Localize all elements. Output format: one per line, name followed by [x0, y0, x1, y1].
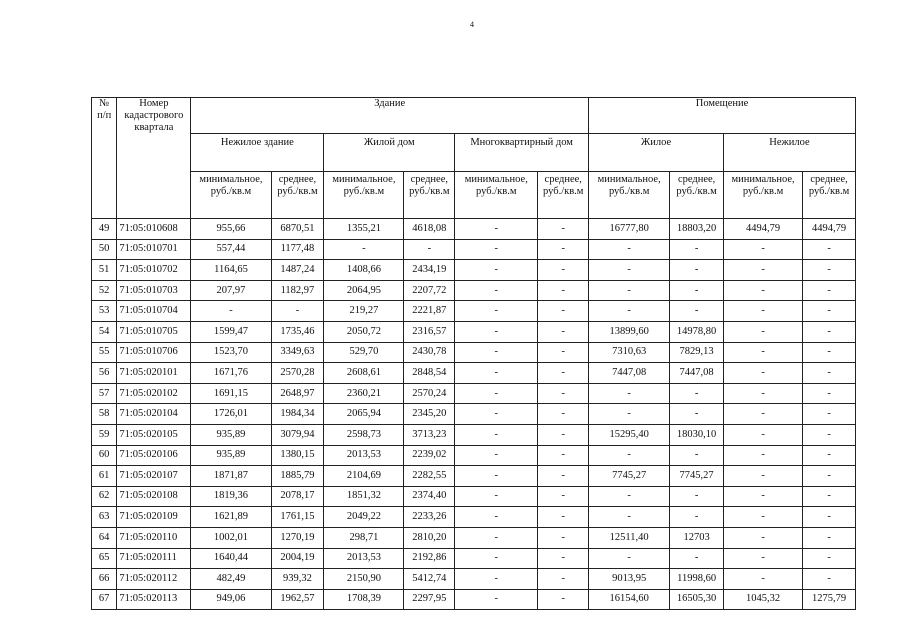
cell-residential-min: - — [589, 383, 670, 404]
cell-nonresidential-min: - — [724, 466, 803, 487]
cell-house-avg: 2345,20 — [404, 404, 455, 425]
cell-cadastral-number: 71:05:010701 — [117, 239, 191, 260]
cell-residential-avg: 7829,13 — [670, 342, 724, 363]
cell-nonres-building-avg: 1380,15 — [271, 445, 324, 466]
cell-row-number: 66 — [92, 569, 117, 590]
cell-house-avg: 2430,78 — [404, 342, 455, 363]
cell-nonresidential-avg: - — [803, 342, 856, 363]
cell-house-avg: 4618,08 — [404, 219, 455, 240]
cell-residential-avg: - — [670, 280, 724, 301]
cell-cadastral-number: 71:05:010703 — [117, 280, 191, 301]
cell-apartment-avg: - — [538, 445, 589, 466]
table-row — [92, 548, 856, 569]
cell-house-min: 219,27 — [324, 301, 404, 322]
cell-cadastral-number: 71:05:010704 — [117, 301, 191, 322]
cell-nonres-building-avg: 3349,63 — [271, 342, 324, 363]
cell-nonresidential-min: - — [724, 569, 803, 590]
cell-apartment-avg: - — [538, 301, 589, 322]
cell-nonresidential-min: - — [724, 548, 803, 569]
cell-residential-avg: - — [670, 301, 724, 322]
table-row — [92, 507, 856, 528]
cell-nonres-building-min: 935,89 — [191, 445, 271, 466]
cell-nonres-building-min: 1164,65 — [191, 260, 271, 281]
cell-house-avg: 2239,02 — [404, 445, 455, 466]
cell-row-number: 63 — [92, 507, 117, 528]
cell-nonres-building-avg: 2648,97 — [271, 383, 324, 404]
cell-residential-min: - — [589, 507, 670, 528]
header-premises: Помещение — [589, 98, 856, 134]
cell-row-number: 56 — [92, 363, 117, 384]
cell-apartment-min: - — [455, 383, 538, 404]
cell-apartment-min: - — [455, 301, 538, 322]
page-number: 4 — [470, 20, 474, 29]
table-row — [92, 219, 856, 240]
cell-house-avg: 2810,20 — [404, 527, 455, 548]
cell-apartment-avg: - — [538, 548, 589, 569]
cell-residential-avg: 7745,27 — [670, 466, 724, 487]
cell-house-min: 2104,69 — [324, 466, 404, 487]
cell-cadastral-number: 71:05:020113 — [117, 589, 191, 610]
cell-house-avg: 2282,55 — [404, 466, 455, 487]
table-row — [92, 424, 856, 445]
cell-cadastral-number: 71:05:020101 — [117, 363, 191, 384]
cell-nonres-building-min: 949,06 — [191, 589, 271, 610]
cell-nonresidential-avg: - — [803, 239, 856, 260]
cell-apartment-avg: - — [538, 486, 589, 507]
table-row — [92, 321, 856, 342]
cell-house-avg: 2316,57 — [404, 321, 455, 342]
table-row — [92, 239, 856, 260]
table-row — [92, 342, 856, 363]
cell-house-avg: 2207,72 — [404, 280, 455, 301]
cell-row-number: 60 — [92, 445, 117, 466]
cell-nonres-building-min: 935,89 — [191, 424, 271, 445]
cell-nonresidential-min: - — [724, 486, 803, 507]
header-nonresidential-building: Нежилое здание — [191, 134, 324, 172]
cell-nonresidential-avg: 1275,79 — [803, 589, 856, 610]
cell-apartment-min: - — [455, 589, 538, 610]
cell-nonresidential-avg: - — [803, 527, 856, 548]
cell-row-number: 55 — [92, 342, 117, 363]
cell-apartment-avg: - — [538, 569, 589, 590]
cell-nonres-building-avg: - — [271, 301, 324, 322]
table-row — [92, 404, 856, 425]
cell-apartment-avg: - — [538, 321, 589, 342]
cell-house-min: 2598,73 — [324, 424, 404, 445]
cell-residential-avg: 16505,30 — [670, 589, 724, 610]
table-row — [92, 527, 856, 548]
cell-nonres-building-min: 1599,47 — [191, 321, 271, 342]
cell-apartment-min: - — [455, 486, 538, 507]
cell-apartment-avg: - — [538, 527, 589, 548]
cell-apartment-min: - — [455, 404, 538, 425]
cell-house-min: 2360,21 — [324, 383, 404, 404]
cell-house-avg: 3713,23 — [404, 424, 455, 445]
cell-residential-min: 16154,60 — [589, 589, 670, 610]
cell-apartment-min: - — [455, 445, 538, 466]
cell-nonres-building-avg: 1885,79 — [271, 466, 324, 487]
cell-cadastral-number: 71:05:020108 — [117, 486, 191, 507]
cell-nonresidential-min: - — [724, 404, 803, 425]
cell-residential-min: 15295,40 — [589, 424, 670, 445]
header-residential-premises: Жилое — [589, 134, 724, 172]
cell-nonres-building-min: 1523,70 — [191, 342, 271, 363]
cell-nonresidential-avg: - — [803, 404, 856, 425]
cell-row-number: 61 — [92, 466, 117, 487]
cell-house-avg: 2374,40 — [404, 486, 455, 507]
cell-nonresidential-min: - — [724, 527, 803, 548]
header-min: минимальное, руб./кв.м — [589, 172, 670, 219]
cell-apartment-min: - — [455, 548, 538, 569]
cell-nonres-building-avg: 1270,19 — [271, 527, 324, 548]
cell-nonres-building-avg: 1182,97 — [271, 280, 324, 301]
cell-residential-min: - — [589, 260, 670, 281]
cell-apartment-min: - — [455, 527, 538, 548]
cell-house-min: 2050,72 — [324, 321, 404, 342]
header-num: № п/п — [92, 98, 117, 219]
cell-house-avg: 2570,24 — [404, 383, 455, 404]
cell-nonres-building-min: 1691,15 — [191, 383, 271, 404]
cell-nonresidential-min: - — [724, 280, 803, 301]
table-row — [92, 569, 856, 590]
cell-residential-avg: - — [670, 260, 724, 281]
cell-cadastral-number: 71:05:020102 — [117, 383, 191, 404]
header-min: минимальное, руб./кв.м — [324, 172, 404, 219]
cell-nonresidential-min: - — [724, 507, 803, 528]
cell-house-min: 1851,32 — [324, 486, 404, 507]
cell-apartment-min: - — [455, 466, 538, 487]
cell-residential-min: - — [589, 445, 670, 466]
cell-nonres-building-min: 1871,87 — [191, 466, 271, 487]
cell-apartment-avg: - — [538, 239, 589, 260]
cell-house-min: 529,70 — [324, 342, 404, 363]
header-avg: среднее, руб./кв.м — [538, 172, 589, 219]
cell-house-min: - — [324, 239, 404, 260]
cell-nonres-building-min: 1819,36 — [191, 486, 271, 507]
cell-residential-min: 9013,95 — [589, 569, 670, 590]
header-avg: среднее, руб./кв.м — [803, 172, 856, 219]
cell-house-min: 2013,53 — [324, 548, 404, 569]
cell-apartment-avg: - — [538, 363, 589, 384]
header-min: минимальное, руб./кв.м — [724, 172, 803, 219]
cell-cadastral-number: 71:05:020106 — [117, 445, 191, 466]
cell-nonresidential-avg: - — [803, 548, 856, 569]
cell-apartment-avg: - — [538, 260, 589, 281]
cell-residential-avg: 7447,08 — [670, 363, 724, 384]
header-cadastral: Номер кадастрового квартала — [117, 98, 191, 219]
cell-nonresidential-min: 1045,32 — [724, 589, 803, 610]
cell-nonresidential-avg: - — [803, 424, 856, 445]
cell-house-min: 1708,39 — [324, 589, 404, 610]
cell-residential-min: - — [589, 239, 670, 260]
cell-apartment-min: - — [455, 239, 538, 260]
cell-nonres-building-avg: 2004,19 — [271, 548, 324, 569]
cell-row-number: 67 — [92, 589, 117, 610]
cell-nonresidential-avg: - — [803, 445, 856, 466]
cell-nonresidential-min: - — [724, 342, 803, 363]
cell-nonres-building-min: 1002,01 — [191, 527, 271, 548]
cell-cadastral-number: 71:05:020104 — [117, 404, 191, 425]
table-row — [92, 445, 856, 466]
table-row — [92, 466, 856, 487]
header-residential-house: Жилой дом — [324, 134, 455, 172]
cell-house-avg: 2297,95 — [404, 589, 455, 610]
cell-apartment-avg: - — [538, 589, 589, 610]
cell-nonresidential-min: - — [724, 424, 803, 445]
cell-apartment-avg: - — [538, 404, 589, 425]
cell-nonresidential-min: - — [724, 239, 803, 260]
cell-nonresidential-min: 4494,79 — [724, 219, 803, 240]
cell-row-number: 54 — [92, 321, 117, 342]
cell-nonres-building-avg: 2078,17 — [271, 486, 324, 507]
cell-row-number: 50 — [92, 239, 117, 260]
cell-residential-avg: - — [670, 239, 724, 260]
cell-apartment-avg: - — [538, 507, 589, 528]
cell-apartment-min: - — [455, 260, 538, 281]
cell-cadastral-number: 71:05:020107 — [117, 466, 191, 487]
cell-row-number: 51 — [92, 260, 117, 281]
cell-cadastral-number: 71:05:020109 — [117, 507, 191, 528]
cell-nonresidential-min: - — [724, 445, 803, 466]
cell-row-number: 62 — [92, 486, 117, 507]
cell-nonres-building-avg: 2570,28 — [271, 363, 324, 384]
cell-cadastral-number: 71:05:020105 — [117, 424, 191, 445]
header-apartment-house: Многоквартирный дом — [455, 134, 589, 172]
cell-nonres-building-min: 207,97 — [191, 280, 271, 301]
cell-residential-min: - — [589, 280, 670, 301]
cell-residential-min: - — [589, 548, 670, 569]
cell-residential-avg: 12703 — [670, 527, 724, 548]
cell-nonresidential-avg: 4494,79 — [803, 219, 856, 240]
cell-residential-min: 7310,63 — [589, 342, 670, 363]
cell-apartment-avg: - — [538, 424, 589, 445]
cell-apartment-avg: - — [538, 219, 589, 240]
cell-house-min: 298,71 — [324, 527, 404, 548]
cell-apartment-avg: - — [538, 383, 589, 404]
cell-residential-min: - — [589, 404, 670, 425]
header-avg: среднее, руб./кв.м — [404, 172, 455, 219]
cell-apartment-min: - — [455, 219, 538, 240]
cell-nonres-building-min: 1640,44 — [191, 548, 271, 569]
cell-nonres-building-avg: 1177,48 — [271, 239, 324, 260]
cell-cadastral-number: 71:05:010705 — [117, 321, 191, 342]
cell-residential-avg: 18803,20 — [670, 219, 724, 240]
cell-row-number: 57 — [92, 383, 117, 404]
cell-nonresidential-avg: - — [803, 321, 856, 342]
cell-nonresidential-min: - — [724, 321, 803, 342]
cell-house-min: 2065,94 — [324, 404, 404, 425]
cell-nonresidential-min: - — [724, 260, 803, 281]
cell-cadastral-number: 71:05:020111 — [117, 548, 191, 569]
cell-nonresidential-min: - — [724, 383, 803, 404]
cell-nonres-building-min: 1621,89 — [191, 507, 271, 528]
cell-nonresidential-avg: - — [803, 507, 856, 528]
header-min: минимальное, руб./кв.м — [191, 172, 271, 219]
cell-residential-avg: - — [670, 404, 724, 425]
cell-nonresidential-avg: - — [803, 466, 856, 487]
cell-nonres-building-avg: 6870,51 — [271, 219, 324, 240]
cell-apartment-min: - — [455, 507, 538, 528]
cell-nonres-building-min: 557,44 — [191, 239, 271, 260]
cell-apartment-min: - — [455, 569, 538, 590]
cell-cadastral-number: 71:05:020112 — [117, 569, 191, 590]
table-row — [92, 260, 856, 281]
cell-residential-min: - — [589, 301, 670, 322]
cell-house-min: 2013,53 — [324, 445, 404, 466]
cell-house-avg: 5412,74 — [404, 569, 455, 590]
cell-row-number: 53 — [92, 301, 117, 322]
table-row — [92, 363, 856, 384]
cell-residential-avg: 18030,10 — [670, 424, 724, 445]
table-row — [92, 486, 856, 507]
cell-residential-min: - — [589, 486, 670, 507]
cell-nonres-building-min: 1671,76 — [191, 363, 271, 384]
cell-apartment-avg: - — [538, 280, 589, 301]
cell-house-avg: - — [404, 239, 455, 260]
header-avg: среднее, руб./кв.м — [271, 172, 324, 219]
cell-apartment-min: - — [455, 342, 538, 363]
cell-house-min: 2608,61 — [324, 363, 404, 384]
cell-residential-avg: - — [670, 507, 724, 528]
cell-apartment-min: - — [455, 321, 538, 342]
header-min: минимальное, руб./кв.м — [455, 172, 538, 219]
cell-nonresidential-avg: - — [803, 260, 856, 281]
cell-residential-avg: - — [670, 445, 724, 466]
cell-residential-min: 13899,60 — [589, 321, 670, 342]
cell-residential-min: 7745,27 — [589, 466, 670, 487]
table-row — [92, 383, 856, 404]
cell-apartment-min: - — [455, 424, 538, 445]
cell-cadastral-number: 71:05:020110 — [117, 527, 191, 548]
table-row — [92, 280, 856, 301]
cell-nonres-building-avg: 1761,15 — [271, 507, 324, 528]
cell-row-number: 58 — [92, 404, 117, 425]
cell-apartment-min: - — [455, 280, 538, 301]
header-nonresidential-premises: Нежилое — [724, 134, 856, 172]
cell-residential-avg: 14978,80 — [670, 321, 724, 342]
cell-nonres-building-avg: 1962,57 — [271, 589, 324, 610]
cell-apartment-min: - — [455, 363, 538, 384]
cell-house-min: 1355,21 — [324, 219, 404, 240]
cell-nonresidential-avg: - — [803, 363, 856, 384]
cell-nonres-building-min: - — [191, 301, 271, 322]
cell-row-number: 65 — [92, 548, 117, 569]
cell-nonres-building-min: 955,66 — [191, 219, 271, 240]
cell-nonres-building-avg: 1984,34 — [271, 404, 324, 425]
cell-apartment-avg: - — [538, 342, 589, 363]
cell-nonresidential-avg: - — [803, 383, 856, 404]
cell-nonresidential-min: - — [724, 363, 803, 384]
cell-row-number: 59 — [92, 424, 117, 445]
cell-residential-min: 7447,08 — [589, 363, 670, 384]
cell-house-min: 2049,22 — [324, 507, 404, 528]
cell-house-avg: 2848,54 — [404, 363, 455, 384]
cell-residential-avg: 11998,60 — [670, 569, 724, 590]
cell-nonres-building-avg: 1735,46 — [271, 321, 324, 342]
cell-residential-avg: - — [670, 486, 724, 507]
cell-row-number: 49 — [92, 219, 117, 240]
table-row — [92, 589, 856, 610]
cell-nonres-building-avg: 939,32 — [271, 569, 324, 590]
cell-nonresidential-avg: - — [803, 280, 856, 301]
cell-house-min: 2150,90 — [324, 569, 404, 590]
cell-nonres-building-avg: 3079,94 — [271, 424, 324, 445]
cell-nonres-building-min: 482,49 — [191, 569, 271, 590]
cell-house-min: 1408,66 — [324, 260, 404, 281]
cell-house-min: 2064,95 — [324, 280, 404, 301]
cell-residential-avg: - — [670, 383, 724, 404]
cell-nonresidential-avg: - — [803, 569, 856, 590]
cell-cadastral-number: 71:05:010706 — [117, 342, 191, 363]
header-avg: среднее, руб./кв.м — [670, 172, 724, 219]
cell-row-number: 52 — [92, 280, 117, 301]
cell-row-number: 64 — [92, 527, 117, 548]
cell-house-avg: 2192,86 — [404, 548, 455, 569]
cell-residential-avg: - — [670, 548, 724, 569]
cell-cadastral-number: 71:05:010702 — [117, 260, 191, 281]
cell-nonresidential-avg: - — [803, 486, 856, 507]
cell-house-avg: 2233,26 — [404, 507, 455, 528]
cell-cadastral-number: 71:05:010608 — [117, 219, 191, 240]
cell-nonresidential-min: - — [724, 301, 803, 322]
table-row — [92, 301, 856, 322]
cell-nonres-building-avg: 1487,24 — [271, 260, 324, 281]
cell-residential-min: 16777,80 — [589, 219, 670, 240]
cell-nonres-building-min: 1726,01 — [191, 404, 271, 425]
cadastral-value-table — [91, 97, 856, 610]
table-body — [92, 219, 856, 610]
header-building: Здание — [191, 98, 589, 134]
cell-apartment-avg: - — [538, 466, 589, 487]
cell-house-avg: 2434,19 — [404, 260, 455, 281]
cell-residential-min: 12511,40 — [589, 527, 670, 548]
cell-nonresidential-avg: - — [803, 301, 856, 322]
cell-house-avg: 2221,87 — [404, 301, 455, 322]
